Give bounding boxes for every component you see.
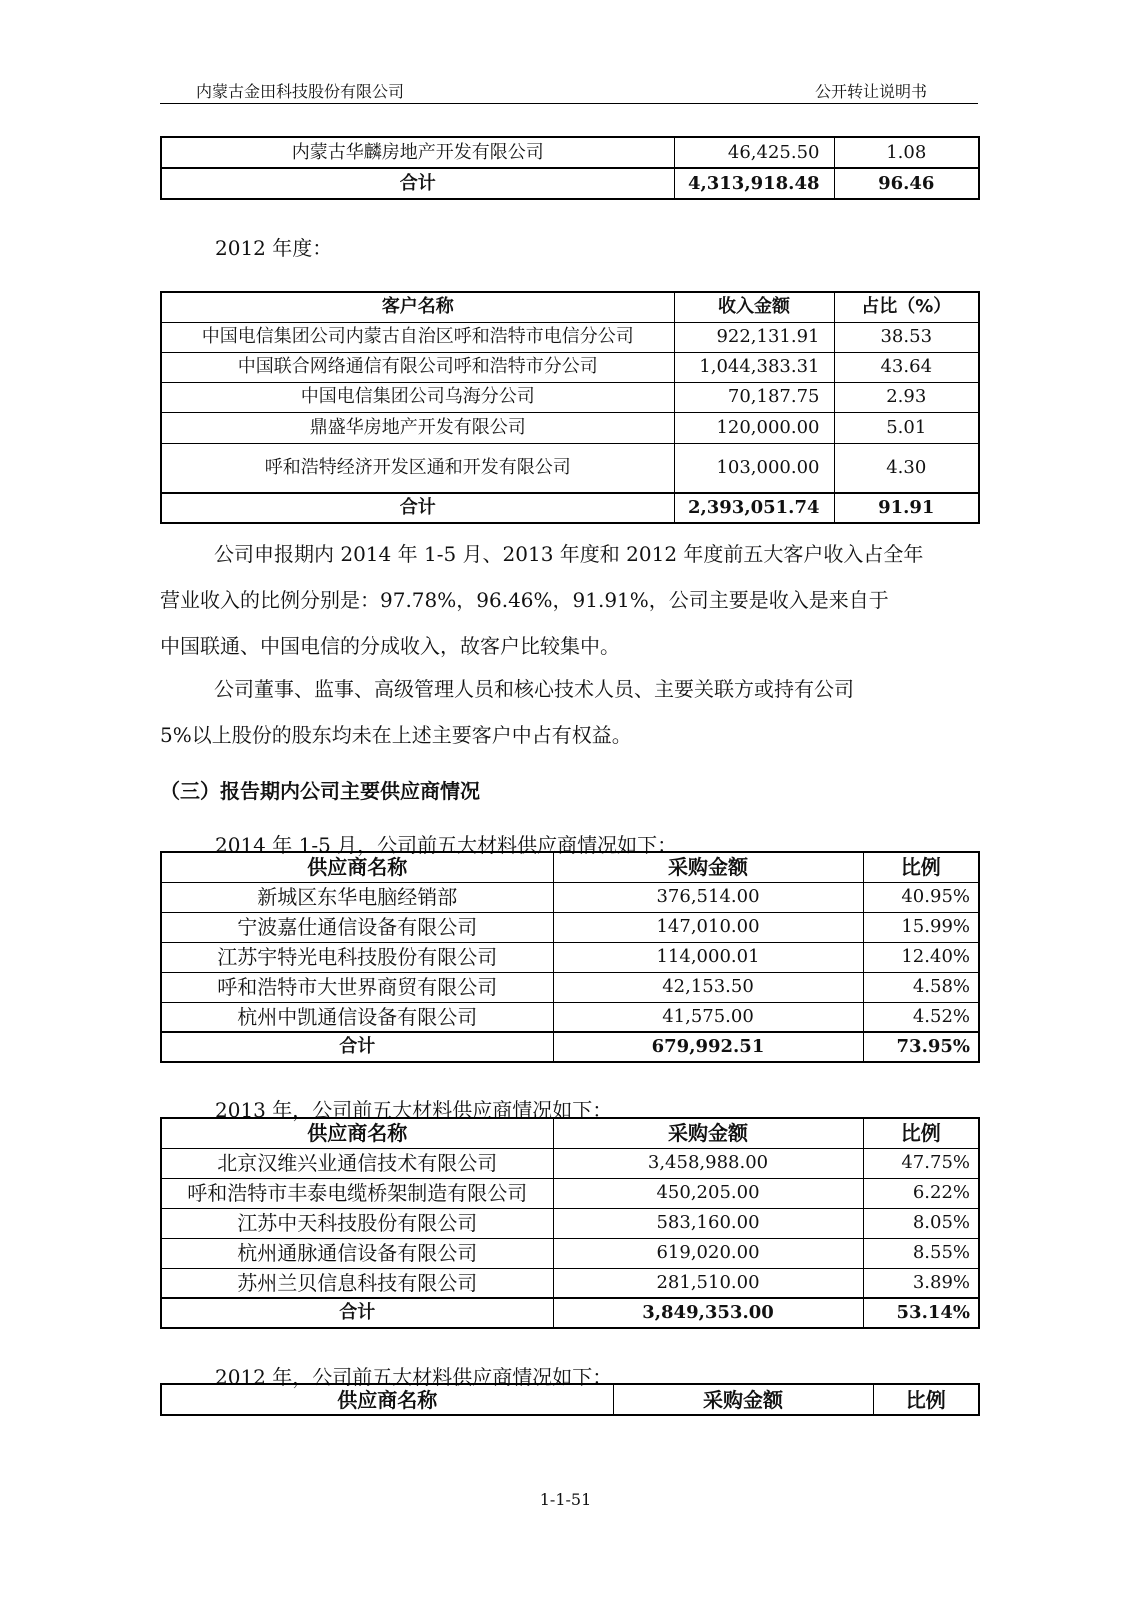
customer-ratio: 1.08 (834, 137, 979, 168)
supplier-name: 杭州中凯通信设备有限公司 (161, 1002, 553, 1032)
total-label: 合计 (161, 168, 674, 199)
paragraph-line: 5%以上股份的股东均未在上述主要客户中占有权益。 (160, 723, 632, 747)
total-amount: 3,849,353.00 (553, 1298, 863, 1328)
customers-2013-table-tail (160, 136, 980, 200)
col-header-supplier-name: 供应商名称 (161, 1384, 613, 1415)
supplier-ratio: 6.22% (863, 1178, 979, 1208)
customer-ratio: 43.64 (834, 352, 979, 382)
customer-name: 中国电信集团公司内蒙古自治区呼和浩特市电信分公司 (161, 322, 674, 352)
col-header-supplier-name: 供应商名称 (161, 1118, 553, 1148)
table-total-row (161, 1298, 979, 1328)
table-row (161, 1268, 979, 1298)
suppliers-2014-table (160, 851, 980, 1063)
paragraph-line: 公司申报期内 2014 年 1-5 月、2013 年度和 2012 年度前五大客户收入占全年 (214, 542, 924, 566)
header-rule (160, 103, 978, 104)
col-header-purchase-amount: 采购金额 (553, 852, 863, 882)
table-header-row (161, 292, 979, 322)
supplier-amount: 281,510.00 (553, 1268, 863, 1298)
paragraph-customer-concentration (160, 531, 980, 669)
header-company: 内蒙古金田科技股份有限公司 (196, 82, 405, 101)
page-number: 1-1-51 (539, 1490, 592, 1509)
table-row (161, 137, 979, 168)
suppliers-2013-table (160, 1117, 980, 1329)
total-amount: 2,393,051.74 (674, 493, 834, 523)
supplier-amount: 450,205.00 (553, 1178, 863, 1208)
label-2012-customers: 2012 年度： (215, 236, 333, 260)
total-ratio: 96.46 (834, 168, 979, 199)
total-amount: 679,992.51 (553, 1032, 863, 1062)
supplier-amount: 583,160.00 (553, 1208, 863, 1238)
supplier-name: 宁波嘉仕通信设备有限公司 (161, 912, 553, 942)
col-header-supplier-name: 供应商名称 (161, 852, 553, 882)
table-row (161, 1178, 979, 1208)
total-label: 合计 (161, 493, 674, 523)
section-heading: （三）报告期内公司主要供应商情况 (160, 779, 480, 803)
supplier-ratio: 8.55% (863, 1238, 979, 1268)
supplier-ratio: 4.58% (863, 972, 979, 1002)
col-header-ratio: 比例 (873, 1384, 979, 1415)
supplier-name: 江苏宇特光电科技股份有限公司 (161, 942, 553, 972)
customer-name: 鼎盛华房地产开发有限公司 (161, 412, 674, 443)
customer-ratio: 38.53 (834, 322, 979, 352)
total-label: 合计 (161, 1298, 553, 1328)
supplier-amount: 147,010.00 (553, 912, 863, 942)
table-row (161, 443, 979, 493)
supplier-amount: 619,020.00 (553, 1238, 863, 1268)
paragraph-line: 公司董事、监事、高级管理人员和核心技术人员、主要关联方或持有公司 (214, 677, 854, 701)
table-row (161, 382, 979, 412)
total-ratio: 73.95% (863, 1032, 979, 1062)
label-2013-suppliers: 2013 年，公司前五大材料供应商情况如下： (215, 1098, 613, 1122)
customer-amount: 1,044,383.31 (674, 352, 834, 382)
customer-name: 呼和浩特经济开发区通和开发有限公司 (161, 443, 674, 493)
table-row (161, 1238, 979, 1268)
col-header-customer-name: 客户名称 (161, 292, 674, 322)
table-header-row (161, 1118, 979, 1148)
customer-amount: 103,000.00 (674, 443, 834, 493)
customer-amount: 120,000.00 (674, 412, 834, 443)
supplier-ratio: 12.40% (863, 942, 979, 972)
supplier-ratio: 47.75% (863, 1148, 979, 1178)
customer-amount: 70,187.75 (674, 382, 834, 412)
supplier-ratio: 40.95% (863, 882, 979, 912)
col-header-purchase-amount: 采购金额 (553, 1118, 863, 1148)
total-ratio: 53.14% (863, 1298, 979, 1328)
customers-2012-table (160, 291, 980, 524)
label-2012-suppliers: 2012 年，公司前五大材料供应商情况如下： (215, 1365, 613, 1389)
customer-name: 内蒙古华麟房地产开发有限公司 (161, 137, 674, 168)
paragraph-related-parties (160, 666, 980, 758)
table-total-row (161, 1032, 979, 1062)
col-header-ratio: 比例 (863, 852, 979, 882)
table-row (161, 1002, 979, 1032)
col-header-purchase-amount: 采购金额 (613, 1384, 873, 1415)
supplier-ratio: 3.89% (863, 1268, 979, 1298)
supplier-amount: 42,153.50 (553, 972, 863, 1002)
customer-ratio: 2.93 (834, 382, 979, 412)
customer-ratio: 4.30 (834, 443, 979, 493)
customer-name: 中国联合网络通信有限公司呼和浩特市分公司 (161, 352, 674, 382)
suppliers-2012-table (160, 1383, 980, 1416)
supplier-ratio: 4.52% (863, 1002, 979, 1032)
customer-name: 中国电信集团公司乌海分公司 (161, 382, 674, 412)
table-total-row (161, 168, 979, 199)
supplier-amount: 41,575.00 (553, 1002, 863, 1032)
table-total-row (161, 493, 979, 523)
supplier-name: 呼和浩特市丰泰电缆桥架制造有限公司 (161, 1178, 553, 1208)
table-row (161, 352, 979, 382)
header-doc-title: 公开转让说明书 (815, 82, 928, 101)
total-ratio: 91.91 (834, 493, 979, 523)
supplier-ratio: 8.05% (863, 1208, 979, 1238)
table-row (161, 942, 979, 972)
supplier-name: 新城区东华电脑经销部 (161, 882, 553, 912)
customer-amount: 46,425.50 (674, 137, 834, 168)
supplier-amount: 376,514.00 (553, 882, 863, 912)
customer-amount: 922,131.91 (674, 322, 834, 352)
total-amount: 4,313,918.48 (674, 168, 834, 199)
col-header-ratio: 比例 (863, 1118, 979, 1148)
table-row (161, 882, 979, 912)
supplier-amount: 114,000.01 (553, 942, 863, 972)
table-row (161, 1148, 979, 1178)
table-row (161, 412, 979, 443)
table-row (161, 912, 979, 942)
table-row (161, 322, 979, 352)
supplier-name: 杭州通脉通信设备有限公司 (161, 1238, 553, 1268)
col-header-income-amount: 收入金额 (674, 292, 834, 322)
table-row (161, 1208, 979, 1238)
supplier-name: 苏州兰贝信息科技有限公司 (161, 1268, 553, 1298)
supplier-name: 江苏中天科技股份有限公司 (161, 1208, 553, 1238)
supplier-amount: 3,458,988.00 (553, 1148, 863, 1178)
supplier-name: 北京汉维兴业通信技术有限公司 (161, 1148, 553, 1178)
supplier-name: 呼和浩特市大世界商贸有限公司 (161, 972, 553, 1002)
paragraph-line: 营业收入的比例分别是：97.78%，96.46%，91.91%，公司主要是收入是来自于 (160, 588, 889, 612)
col-header-ratio: 占比（%） (834, 292, 979, 322)
supplier-ratio: 15.99% (863, 912, 979, 942)
total-label: 合计 (161, 1032, 553, 1062)
table-row (161, 972, 979, 1002)
table-header-row (161, 1384, 979, 1415)
table-header-row (161, 852, 979, 882)
paragraph-line: 中国联通、中国电信的分成收入，故客户比较集中。 (160, 634, 620, 658)
customer-ratio: 5.01 (834, 412, 979, 443)
label-2014-suppliers: 2014 年 1-5 月，公司前五大材料供应商情况如下： (215, 833, 678, 857)
